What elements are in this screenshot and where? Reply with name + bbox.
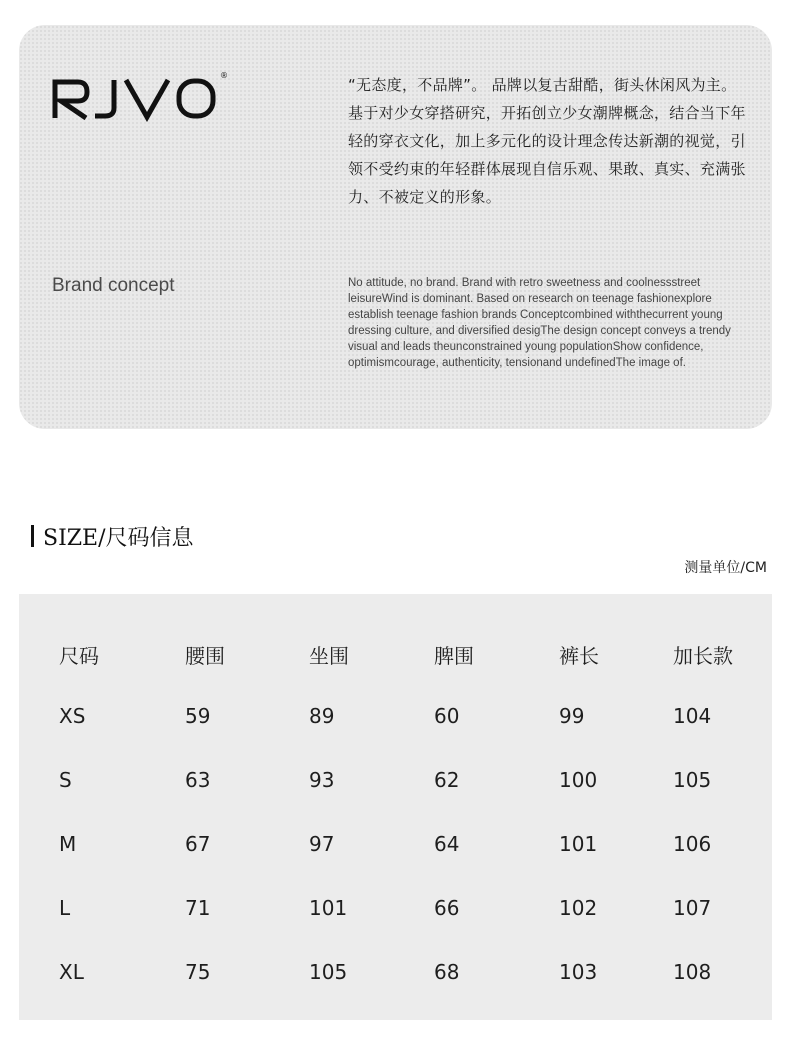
cell-length: 99 [559, 704, 585, 728]
header-size: 尺码 [59, 644, 99, 668]
cell-waist: 71 [185, 896, 211, 920]
header-long-version: 加长款 [673, 644, 733, 668]
cell-thigh: 64 [434, 832, 460, 856]
registered-mark: ® [220, 71, 228, 80]
cell-length: 101 [559, 832, 598, 856]
cell-size: S [59, 768, 72, 792]
cell-thigh: 68 [434, 960, 460, 984]
cell-hip: 101 [309, 896, 348, 920]
header-hip: 坐围 [309, 644, 349, 668]
cell-waist: 67 [185, 832, 211, 856]
cell-thigh: 60 [434, 704, 460, 728]
header-length: 裤长 [559, 644, 599, 668]
cell-length: 103 [559, 960, 598, 984]
cell-length: 102 [559, 896, 598, 920]
cell-long-version: 106 [673, 832, 712, 856]
cell-waist: 59 [185, 704, 211, 728]
brand-concept-title: Brand concept [52, 275, 175, 296]
cell-size: XS [59, 704, 86, 728]
cell-hip: 97 [309, 832, 335, 856]
cell-size: L [59, 896, 71, 920]
cell-hip: 105 [309, 960, 348, 984]
cell-size: M [59, 832, 77, 856]
cell-long-version: 108 [673, 960, 712, 984]
cell-thigh: 62 [434, 768, 460, 792]
cell-thigh: 66 [434, 896, 460, 920]
cell-long-version: 105 [673, 768, 712, 792]
header-waist: 腰围 [185, 644, 225, 668]
brand-concept-chinese: “无态度，不品牌”。 品牌以复古甜酷，街头休闲风为主。基于对少女穿搭研究，开拓创立少女潮牌概念，结合当下年轻的穿衣文化，加上多元化的设计理念传达新潮的视觉，引领不受约束的年轻群体展现自信乐观、果敢、真实、充满张力、不被定义的形象。 [348, 76, 746, 206]
measurement-unit-note: 测量单位/CM [684, 560, 767, 576]
cell-long-version: 104 [673, 704, 712, 728]
brand-concept-english: No attitude, no brand. Brand with retro sweetness and coolnessstreet leisureWind is dominant. Based on research on teenage fashionexplore establish teenage fashion brands Conceptcombined withthecurrent young dressing culture, and diversified desigThe design concept conveys a trendy visual and leads theunconstrained young populationShow confidence, optimismcourage, authenticity, tensionand undefinedThe image of. [348, 277, 731, 369]
cell-long-version: 107 [673, 896, 712, 920]
cell-size: XL [59, 960, 84, 984]
cell-waist: 75 [185, 960, 211, 984]
cell-waist: 63 [185, 768, 211, 792]
brand-logo [52, 72, 232, 122]
heading-bar [31, 525, 34, 547]
cell-hip: 93 [309, 768, 335, 792]
logo-wordmark-icon [52, 72, 217, 122]
size-table [19, 594, 772, 1020]
cell-length: 100 [559, 768, 598, 792]
size-section-heading [31, 521, 194, 551]
size-heading-text: SIZE/尺码信息 [43, 525, 194, 551]
brand-card [19, 25, 772, 429]
cell-hip: 89 [309, 704, 335, 728]
header-thigh: 脾围 [434, 644, 474, 668]
